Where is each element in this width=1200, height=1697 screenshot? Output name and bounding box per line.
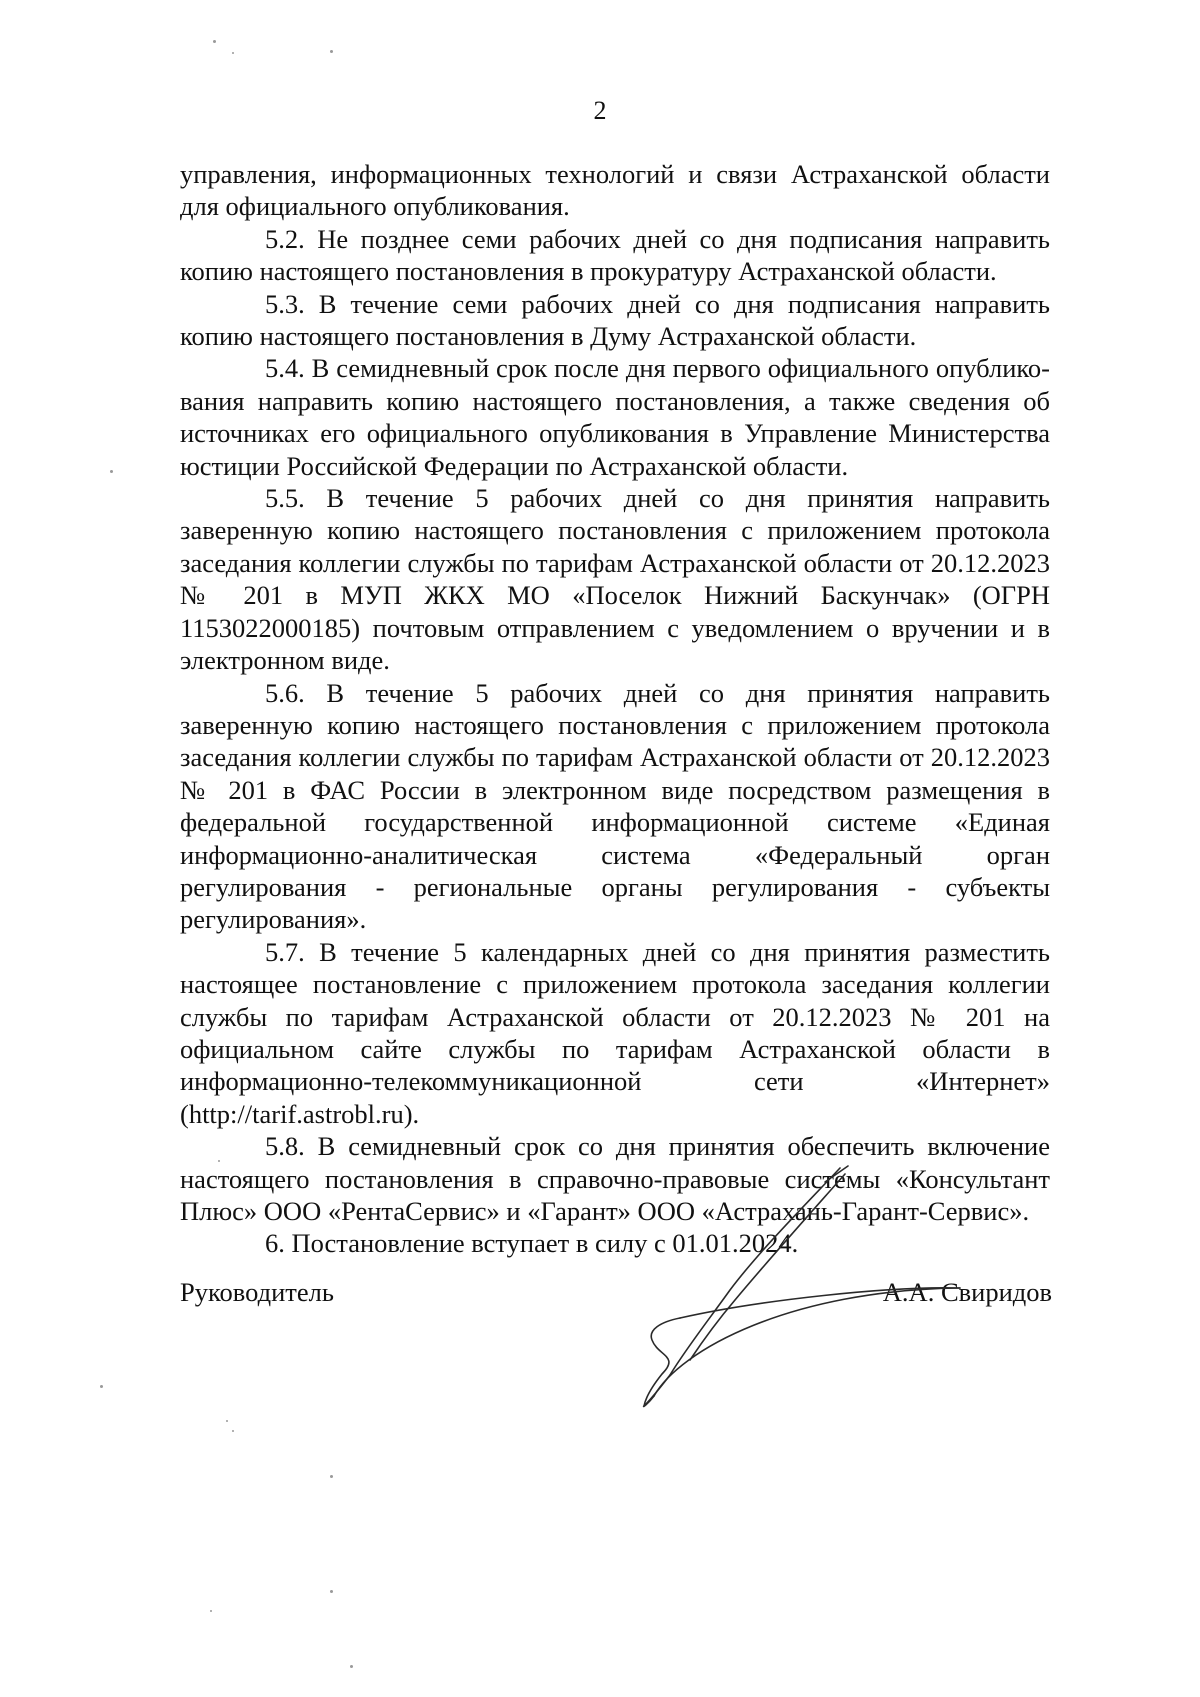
scan-speck xyxy=(330,1590,333,1593)
scan-speck xyxy=(210,1610,212,1612)
signatory-title: Руководитель xyxy=(180,1277,334,1307)
paragraph-5-5: 5.5. В течение 5 рабочих дней со дня принятия направить заверенную копию настоящего постановления с приложением протокола заседания коллегии службы по тарифам Астраханской области от 20.12.2023 № 201 в МУП ЖКХ МО «Поселок Нижний Баскунчак» (ОГРН 1153022000185) почтовым отправлением с уведомлением о вручении и в электронном виде. xyxy=(180,483,1050,676)
paragraph-5-2: 5.2. Не позднее семи рабочих дней со дня подписания направить копию настоящего постановления в прокуратуру Астраханской области. xyxy=(180,223,1050,287)
paragraph-5-6: 5.6. В течение 5 рабочих дней со дня принятия направить заверенную копию настоящего постановления с приложением протокола заседания коллегии службы по тарифам Астраханской области от 20.12.2023 № 201 в ФАС России в электронном виде посредством размещения в федеральной государственной информационной системе «Единая информационно-аналитическая система «Федеральный орган регулирования - региональные органы регулирования - субъекты регулирования». xyxy=(180,677,1050,935)
document-body xyxy=(180,158,1050,1260)
scan-speck xyxy=(218,1160,220,1162)
page-number: 2 xyxy=(593,96,607,125)
paragraph-6: 6. Постановление вступает в силу с 01.01.2024. xyxy=(265,1228,799,1259)
handwritten-signature xyxy=(640,1160,970,1430)
scan-speck xyxy=(100,1385,103,1388)
paragraph-5-8: 5.8. В семидневный срок со дня принятия обеспечить включение настоящего постановления в справочно-правовые системы «Консультант Плюс» ООО «РентаСервис» и «Гарант» ООО «Астрахань-Гарант-Сервис». xyxy=(180,1131,1050,1226)
signatory-name: А.А. Свиридов xyxy=(882,1277,1052,1307)
paragraph-5-4: 5.4. В семидневный срок после дня первого официального опубликования направить копию настоящего постановления, а также сведения об источниках его официального опубликования в Управление Министерства юстиции Российской Федерации по Астраханской области. xyxy=(180,353,1050,481)
scan-speck xyxy=(110,470,113,473)
paragraph-5-3: 5.3. В течение семи рабочих дней со дня подписания направить копию настоящего постановления в Думу Астраханской области. xyxy=(180,288,1050,352)
scan-speck xyxy=(330,50,333,53)
scan-speck xyxy=(213,40,216,43)
scan-speck xyxy=(330,1475,333,1478)
scan-speck xyxy=(226,1420,228,1422)
paragraph-5-1-continuation: управления, информационных технологий и связи Астраханской области для официального опубликования. xyxy=(180,159,1050,222)
scan-speck xyxy=(232,1430,234,1432)
scan-speck xyxy=(350,1665,353,1668)
paragraph-5-7: 5.7. В течение 5 календарных дней со дня принятия разместить настоящее постановление с приложением протокола заседания коллегии службы по тарифам Астраханской области от 20.12.2023 № 201 на официальном сайте службы по тарифам Астраханской области в информационно-телекоммуникационной сети «Интернет» (http://tarif.astrobl.ru). xyxy=(180,936,1050,1129)
scan-speck xyxy=(232,52,234,54)
